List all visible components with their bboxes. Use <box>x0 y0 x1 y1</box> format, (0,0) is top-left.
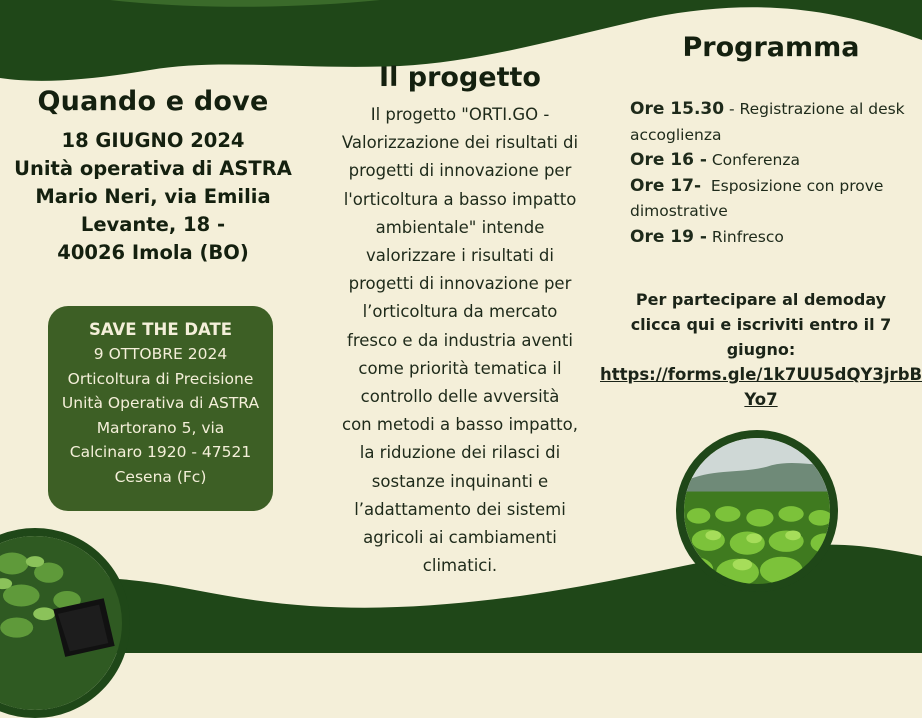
schedule-activity-continued: dimostrative <box>630 202 728 220</box>
project-description-line: con metodi a basso impatto, <box>342 415 578 435</box>
program-section <box>630 32 922 250</box>
schedule-activity: Esposizione con prove <box>701 176 884 195</box>
schedule-time: Ore 17- <box>630 175 701 196</box>
save-the-date-line: Cesena (Fc) <box>114 467 207 486</box>
project-description-line: progetti di innovazione per <box>348 161 572 181</box>
event-details <box>8 127 298 267</box>
when-where-section <box>8 86 298 267</box>
event-location-line: 40026 Imola (BO) <box>57 241 249 264</box>
when-where-title: Quando e dove <box>37 86 269 117</box>
event-location-line: Mario Neri, via Emilia <box>35 185 271 208</box>
project-description-line: Valorizzazione dei risultati di <box>341 133 579 153</box>
cta-line: Per partecipare al demoday <box>635 290 887 309</box>
schedule-item <box>630 148 922 174</box>
registration-link[interactable] <box>600 362 922 412</box>
project-description-line: la riduzione dei rilasci di <box>359 443 561 463</box>
project-description-line: fresco e da industria aventi <box>347 330 573 350</box>
schedule-time: Ore 16 - <box>630 150 707 170</box>
project-description-line: controllo delle avversità <box>360 387 560 407</box>
schedule-activity: Conferenza <box>706 151 800 169</box>
registration-link-line[interactable]: Yo7 <box>744 390 778 409</box>
save-the-date-line: Orticoltura di Precisione <box>67 369 254 388</box>
schedule-activity: - Registrazione al desk <box>724 100 905 118</box>
cta-line: clicca qui e iscriviti entro il 7 <box>630 315 892 334</box>
event-location-line: Unità operativa di ASTRA <box>14 157 292 180</box>
schedule-activity: Rinfresco <box>706 227 784 246</box>
registration-link-line[interactable]: https://forms.gle/1k7UU5dQY3jrbB <box>600 365 922 384</box>
project-description-line: come priorità tematica il <box>358 358 562 378</box>
registration-cta <box>600 287 922 412</box>
save-the-date-card <box>48 306 273 511</box>
schedule-time: Ore 15.30 <box>630 99 725 119</box>
project-description-line: progetti di innovazione per <box>348 274 572 294</box>
project-description-line: valorizzare i risultati di <box>366 246 554 266</box>
program-title: Programma <box>682 32 860 63</box>
project-description <box>330 101 590 580</box>
schedule-item <box>630 174 922 200</box>
save-the-date-line: Martorano 5, via <box>96 418 225 437</box>
save-the-date-line: Unità Operativa di ASTRA <box>61 394 260 412</box>
project-description-line: l’adattamento dei sistemi <box>354 499 566 519</box>
project-description-line: agricoli ai cambiamenti <box>363 528 557 548</box>
project-description-line: ambientale" intende <box>375 217 545 237</box>
schedule-item <box>630 225 922 251</box>
project-title: Il progetto <box>379 62 541 93</box>
save-the-date-line: 9 OTTOBRE 2024 <box>93 345 228 363</box>
lettuce-field-photo-icon <box>676 430 838 592</box>
event-date: 18 GIUGNO 2024 <box>61 129 245 152</box>
cta-line: giugno: <box>726 340 796 359</box>
event-location-line: Levante, 18 - <box>80 213 226 236</box>
project-section <box>330 62 590 580</box>
project-description-line: Il progetto "ORTI.GO - <box>370 105 550 124</box>
save-the-date-line: Calcinaro 1920 - 47521 <box>69 443 252 461</box>
save-the-date-title: SAVE THE DATE <box>88 320 233 339</box>
schedule-item <box>630 97 922 123</box>
schedule-time: Ore 19 - <box>630 226 707 247</box>
project-description-line: l'orticoltura a basso impatto <box>343 189 577 209</box>
project-description-line: climatici. <box>422 556 498 576</box>
project-description-line: sostanze inquinanti e <box>371 471 549 491</box>
schedule-activity-continued: accoglienza <box>630 125 722 144</box>
project-description-line: l’orticoltura da mercato <box>362 302 558 322</box>
program-schedule <box>630 97 922 250</box>
